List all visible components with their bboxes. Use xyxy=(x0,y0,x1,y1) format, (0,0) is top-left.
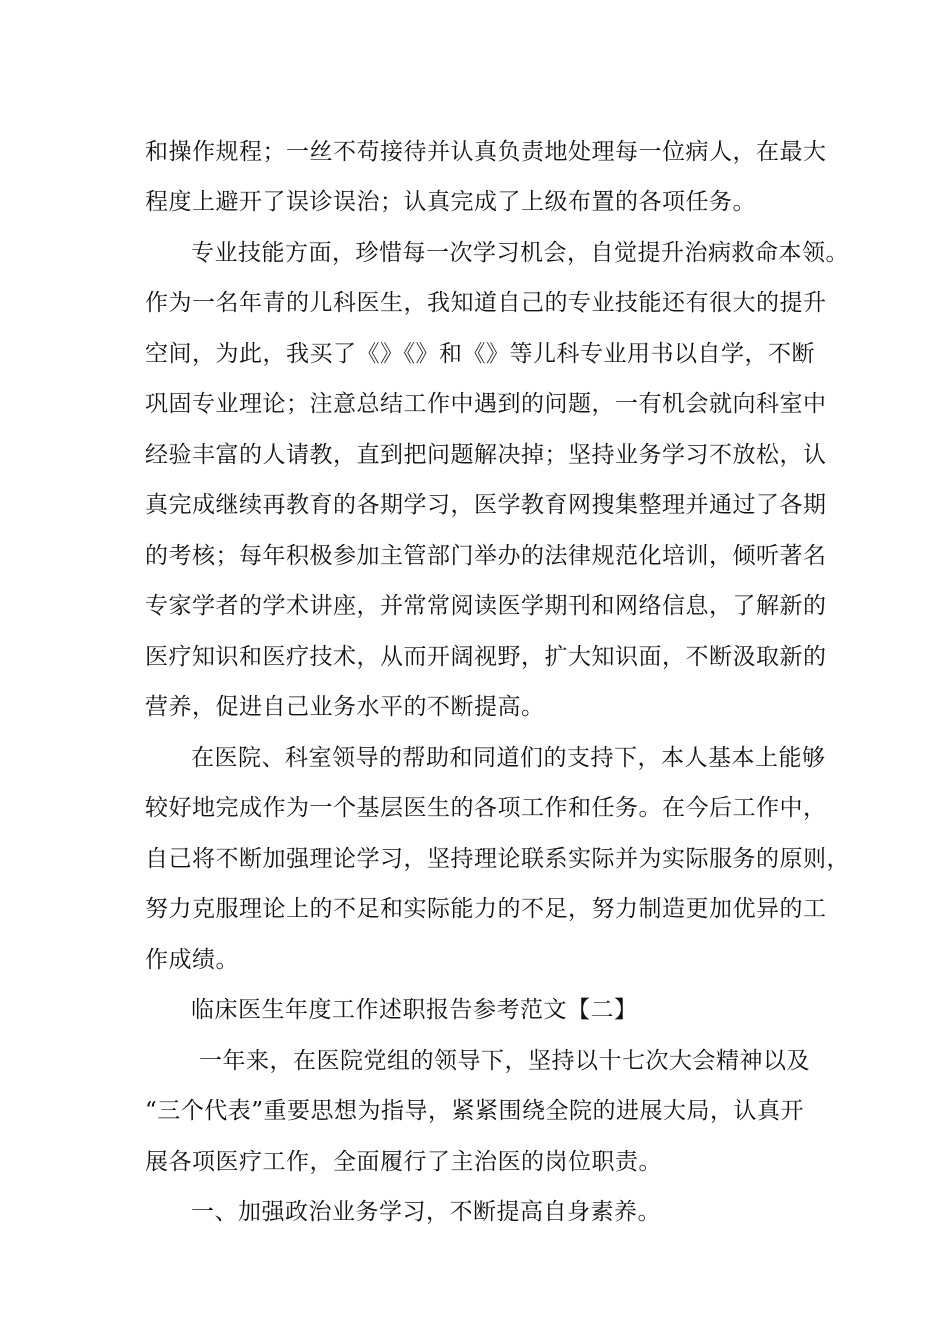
paragraph-1-line-1: 和操作规程；一丝不苟接待并认真负责地处理每一位病人，在最大 xyxy=(145,139,827,165)
paragraph-2-line-4: 巩固专业理论；注意总结工作中遇到的问题，一有机会就向科室中 xyxy=(145,391,827,417)
paragraph-2-line-9: 医疗知识和医疗技术，从而开阔视野，扩大知识面，不断汲取新的 xyxy=(145,644,827,670)
paragraph-4-line-3: 展各项医疗工作，全面履行了主治医的岗位职责。 xyxy=(145,1149,662,1175)
paragraph-4-line-2: “三个代表”重要思想为指导，紧紧围绕全院的进展大局，认真开 xyxy=(145,1098,805,1124)
paragraph-2-line-8: 专家学者的学术讲座，并常常阅读医学期刊和网络信息，了解新的 xyxy=(145,593,827,619)
paragraph-3-line-1: 在医院、科室领导的帮助和同道们的支持下，本人基本上能够 xyxy=(191,745,826,771)
paragraph-2-line-6: 真完成继续再教育的各期学习，医学教育网搜集整理并通过了各期 xyxy=(145,492,827,518)
paragraph-3-line-3: 自己将不断加强理论学习，坚持理论联系实际并为实际服务的原则， xyxy=(145,846,850,872)
paragraph-2-line-5: 经验丰富的人请教，直到把问题解决掉；坚持业务学习不放松，认 xyxy=(145,442,827,468)
paragraph-2-line-3: 空间，为此，我买了《》《》和《》等儿科专业用书以自学，不断 xyxy=(145,341,815,367)
paragraph-2-line-10: 营养，促进自己业务水平的不断提高。 xyxy=(145,694,545,720)
section-heading: 临床医生年度工作述职报告参考范文【二】 xyxy=(191,997,638,1023)
paragraph-5-line-1: 一、加强政治业务学习，不断提高自身素养。 xyxy=(191,1199,661,1225)
paragraph-4-line-1: 一年来，在医院党组的领导下，坚持以十七次大会精神以及 xyxy=(199,1048,810,1074)
paragraph-3-line-4: 努力克服理论上的不足和实际能力的不足，努力制造更加优异的工 xyxy=(145,896,827,922)
paragraph-2-line-2: 作为一名年青的儿科医生，我知道自己的专业技能还有很大的提升 xyxy=(145,290,827,316)
paragraph-3-line-5: 作成绩。 xyxy=(145,947,239,973)
paragraph-2-line-7: 的考核；每年积极参加主管部门举办的法律规范化培训，倾听著名 xyxy=(145,543,827,569)
paragraph-1-line-2: 程度上避开了误诊误治；认真完成了上级布置的各项任务。 xyxy=(145,189,756,215)
paragraph-2-line-1: 专业技能方面，珍惜每一次学习机会，自觉提升治病救命本领。 xyxy=(191,240,849,266)
paragraph-3-line-2: 较好地完成作为一个基层医生的各项工作和任务。在今后工作中， xyxy=(145,795,827,821)
